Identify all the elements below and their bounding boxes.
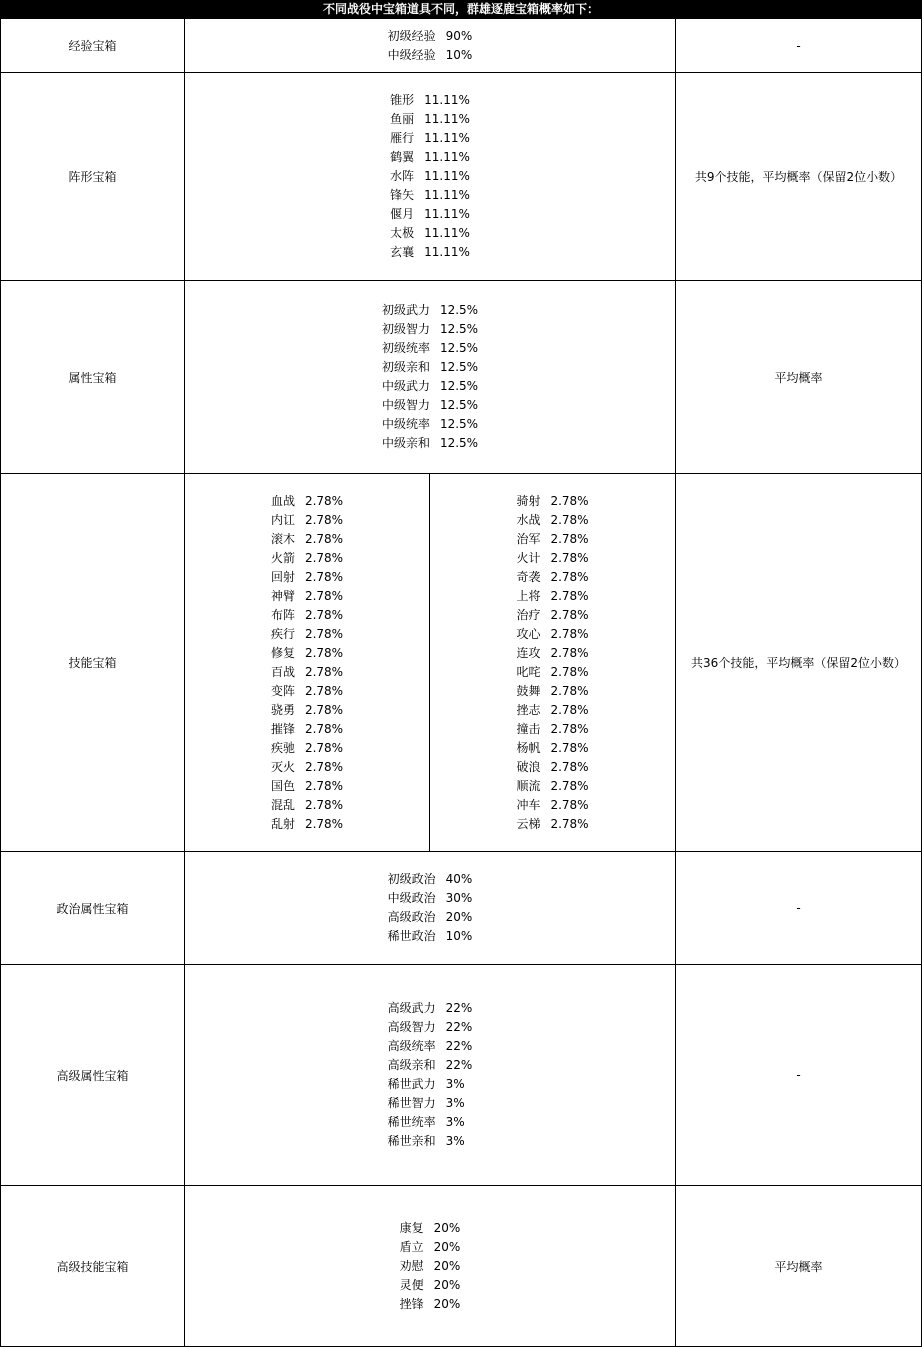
item-name: 锥形	[390, 93, 415, 107]
item-list	[271, 492, 343, 834]
item-probability: 22%	[445, 1039, 473, 1053]
chest-note: -	[675, 965, 922, 1185]
list-item	[382, 434, 478, 453]
list-item	[388, 870, 473, 889]
chest-items	[185, 281, 675, 473]
item-probability: 12.5%	[439, 417, 479, 431]
item-probability: 2.78%	[550, 588, 589, 603]
item-probability: 20%	[445, 910, 473, 924]
list-item	[390, 167, 470, 186]
item-name: 锋矢	[390, 188, 415, 202]
item-probability: 2.78%	[304, 702, 344, 717]
item-name: 初级统率	[381, 341, 430, 355]
item-probability: 12.5%	[439, 322, 479, 336]
list-item	[516, 720, 588, 739]
item-name: 杨帆	[516, 740, 541, 755]
item-name: 高级亲和	[387, 1058, 436, 1072]
list-item	[400, 1295, 461, 1314]
item-probability: 2.78%	[550, 721, 589, 736]
chest-note: 共9个技能，平均概率（保留2位小数）	[675, 73, 922, 280]
item-probability: 2.78%	[304, 816, 344, 831]
item-probability: 2.78%	[304, 626, 344, 641]
item-list	[388, 27, 473, 65]
list-item	[390, 110, 470, 129]
list-item	[271, 777, 343, 796]
item-probability: 2.78%	[304, 645, 344, 660]
chest-items-left	[185, 474, 430, 851]
item-name: 布阵	[270, 607, 295, 622]
item-name: 变阵	[270, 683, 295, 698]
item-probability: 2.78%	[304, 607, 344, 622]
item-name: 挫锋	[399, 1296, 424, 1311]
list-item	[400, 1219, 461, 1238]
chest-items	[185, 1186, 675, 1346]
chest-note: 共36个技能，平均概率（保留2位小数）	[675, 474, 922, 851]
item-name: 国色	[270, 778, 295, 793]
item-name: 劝慰	[399, 1258, 424, 1273]
list-item	[271, 587, 343, 606]
item-probability: 2.78%	[304, 493, 344, 508]
list-item	[400, 1276, 461, 1295]
list-item	[390, 243, 470, 262]
list-item	[516, 758, 588, 777]
item-probability: 12.5%	[439, 303, 479, 317]
item-name: 奇袭	[516, 569, 541, 584]
item-name: 初级武力	[381, 303, 430, 317]
item-name: 鹤翼	[390, 150, 415, 164]
list-item	[516, 568, 588, 587]
item-name: 顺流	[516, 778, 541, 793]
list-item	[388, 46, 473, 65]
item-name: 初级亲和	[381, 360, 430, 374]
list-item	[516, 739, 588, 758]
list-item	[516, 625, 588, 644]
item-name: 骁勇	[270, 702, 295, 717]
item-name: 修复	[270, 645, 295, 660]
table-row	[0, 965, 922, 1186]
item-name: 冲车	[516, 797, 541, 812]
item-probability: 2.78%	[304, 683, 344, 698]
list-item	[271, 644, 343, 663]
item-probability: 12.5%	[439, 360, 479, 374]
list-item	[271, 492, 343, 511]
item-list	[388, 999, 473, 1151]
item-name: 初级政治	[387, 872, 436, 886]
item-name: 鱼丽	[390, 112, 415, 126]
item-name: 康复	[399, 1220, 424, 1235]
list-item	[271, 511, 343, 530]
item-probability: 2.78%	[304, 531, 344, 546]
item-probability: 2.78%	[304, 721, 344, 736]
item-probability: 22%	[445, 1058, 473, 1072]
chest-items	[185, 852, 675, 964]
item-probability: 10%	[445, 47, 473, 62]
item-probability: 11.11%	[424, 207, 470, 221]
list-item	[271, 606, 343, 625]
item-probability: 2.78%	[550, 531, 589, 546]
list-item	[382, 377, 478, 396]
chest-items	[185, 19, 675, 72]
table-row	[0, 852, 922, 965]
item-name: 滚木	[270, 531, 295, 546]
list-item	[271, 701, 343, 720]
chest-note: -	[675, 852, 922, 964]
item-name: 内讧	[270, 512, 295, 527]
list-item	[271, 663, 343, 682]
list-item	[271, 682, 343, 701]
item-probability: 11.11%	[424, 226, 470, 240]
item-name: 灵便	[399, 1277, 424, 1292]
list-item	[516, 606, 588, 625]
chest-name: 属性宝箱	[0, 281, 185, 473]
list-item	[390, 186, 470, 205]
item-probability: 2.78%	[304, 778, 344, 793]
chest-name: 阵形宝箱	[0, 73, 185, 280]
item-probability: 11.11%	[424, 150, 470, 164]
list-item	[390, 205, 470, 224]
item-name: 雁行	[390, 131, 415, 145]
item-name: 云梯	[516, 816, 541, 831]
item-name: 稀世统率	[387, 1115, 436, 1129]
list-item	[516, 587, 588, 606]
list-item	[382, 396, 478, 415]
list-item	[271, 739, 343, 758]
list-item	[388, 908, 473, 927]
item-probability: 11.11%	[424, 245, 470, 259]
list-item	[516, 796, 588, 815]
item-probability: 30%	[445, 891, 473, 905]
item-list	[388, 870, 473, 946]
list-item	[271, 625, 343, 644]
item-name: 破浪	[516, 759, 541, 774]
list-item	[516, 530, 588, 549]
chest-name: 高级技能宝箱	[0, 1186, 185, 1346]
list-item	[516, 492, 588, 511]
item-name: 鼓舞	[516, 683, 541, 698]
item-name: 灭火	[270, 759, 295, 774]
item-probability: 2.78%	[304, 740, 344, 755]
list-item	[271, 549, 343, 568]
item-name: 初级经验	[387, 28, 436, 43]
list-item	[516, 815, 588, 834]
item-name: 治疗	[516, 607, 541, 622]
item-probability: 2.78%	[304, 550, 344, 565]
list-item	[382, 415, 478, 434]
item-probability: 90%	[445, 28, 473, 43]
item-list	[382, 301, 478, 453]
item-probability: 11.11%	[424, 169, 470, 183]
list-item	[516, 663, 588, 682]
list-item	[388, 1113, 473, 1132]
item-probability: 2.78%	[550, 797, 589, 812]
item-probability: 12.5%	[439, 436, 479, 450]
list-item	[271, 530, 343, 549]
item-probability: 2.78%	[550, 493, 589, 508]
item-name: 火箭	[270, 550, 295, 565]
item-name: 水战	[516, 512, 541, 527]
item-name: 中级政治	[387, 891, 436, 905]
item-probability: 2.78%	[550, 683, 589, 698]
list-item	[388, 999, 473, 1018]
item-name: 连攻	[516, 645, 541, 660]
chest-note: 平均概率	[675, 281, 922, 473]
chest-items	[185, 73, 675, 280]
item-probability: 22%	[445, 1020, 473, 1034]
item-probability: 2.78%	[550, 512, 589, 527]
item-name: 疾驰	[270, 740, 295, 755]
item-name: 中级亲和	[381, 436, 430, 450]
item-name: 稀世武力	[387, 1077, 436, 1091]
item-name: 中级统率	[381, 417, 430, 431]
table-title: 不同战役中宝箱道具不同，群雄逐鹿宝箱概率如下：	[0, 0, 922, 19]
list-item	[516, 511, 588, 530]
item-name: 攻心	[516, 626, 541, 641]
list-item	[400, 1238, 461, 1257]
list-item	[382, 339, 478, 358]
item-name: 水阵	[390, 169, 415, 183]
item-name: 火计	[516, 550, 541, 565]
list-item	[400, 1257, 461, 1276]
item-name: 回射	[270, 569, 295, 584]
table-row	[0, 281, 922, 474]
table-row	[0, 73, 922, 281]
list-item	[388, 1018, 473, 1037]
item-probability: 2.78%	[304, 512, 344, 527]
list-item	[271, 796, 343, 815]
item-probability: 2.78%	[550, 778, 589, 793]
list-item	[388, 1056, 473, 1075]
chest-note: 平均概率	[675, 1186, 922, 1346]
item-name: 盾立	[399, 1239, 424, 1254]
list-item	[516, 549, 588, 568]
item-name: 高级统率	[387, 1039, 436, 1053]
item-probability: 2.78%	[550, 645, 589, 660]
item-name: 神臂	[270, 588, 295, 603]
item-probability: 11.11%	[424, 131, 470, 145]
list-item	[388, 1075, 473, 1094]
item-probability: 11.11%	[424, 188, 470, 202]
list-item	[388, 927, 473, 946]
item-probability: 20%	[433, 1277, 461, 1292]
item-probability: 20%	[433, 1258, 461, 1273]
item-name: 高级武力	[387, 1001, 436, 1015]
item-probability: 2.78%	[550, 626, 589, 641]
chest-name: 高级属性宝箱	[0, 965, 185, 1185]
item-probability: 2.78%	[550, 759, 589, 774]
item-name: 偃月	[390, 207, 415, 221]
item-probability: 20%	[433, 1220, 461, 1235]
list-item	[271, 568, 343, 587]
item-probability: 2.78%	[550, 664, 589, 679]
table-row	[0, 19, 922, 73]
item-name: 高级政治	[387, 910, 436, 924]
item-probability: 20%	[433, 1296, 461, 1311]
table-row	[0, 474, 922, 852]
item-name: 高级智力	[387, 1020, 436, 1034]
item-name: 撞击	[516, 721, 541, 736]
table-row	[0, 1186, 922, 1347]
item-list	[516, 492, 588, 834]
list-item	[390, 148, 470, 167]
item-probability: 11.11%	[424, 93, 470, 107]
item-name: 疾行	[270, 626, 295, 641]
item-probability: 2.78%	[550, 740, 589, 755]
item-probability: 12.5%	[439, 379, 479, 393]
item-name: 稀世政治	[387, 929, 436, 943]
item-probability: 2.78%	[550, 702, 589, 717]
item-name: 中级武力	[381, 379, 430, 393]
item-probability: 11.11%	[424, 112, 470, 126]
item-probability: 2.78%	[304, 797, 344, 812]
item-probability: 2.78%	[304, 569, 344, 584]
list-item	[271, 720, 343, 739]
item-name: 乱射	[270, 816, 295, 831]
list-item	[271, 758, 343, 777]
item-name: 稀世智力	[387, 1096, 436, 1110]
chest-items	[185, 965, 675, 1185]
list-item	[390, 129, 470, 148]
list-item	[516, 644, 588, 663]
item-probability: 2.78%	[304, 759, 344, 774]
item-probability: 2.78%	[550, 816, 589, 831]
item-name: 百战	[270, 664, 295, 679]
item-probability: 2.78%	[550, 607, 589, 622]
item-name: 中级智力	[381, 398, 430, 412]
item-probability: 12.5%	[439, 341, 479, 355]
item-name: 治军	[516, 531, 541, 546]
list-item	[382, 358, 478, 377]
item-probability: 12.5%	[439, 398, 479, 412]
item-probability: 20%	[433, 1239, 461, 1254]
list-item	[516, 777, 588, 796]
item-name: 稀世亲和	[387, 1134, 436, 1148]
list-item	[388, 1037, 473, 1056]
chest-name: 经验宝箱	[0, 19, 185, 72]
list-item	[382, 301, 478, 320]
list-item	[388, 27, 473, 46]
item-list	[390, 91, 470, 262]
item-probability: 3%	[445, 1096, 465, 1110]
item-name: 骑射	[516, 493, 541, 508]
chest-name: 政治属性宝箱	[0, 852, 185, 964]
item-name: 挫志	[516, 702, 541, 717]
item-probability: 2.78%	[304, 588, 344, 603]
item-name: 摧锋	[270, 721, 295, 736]
item-name: 上将	[516, 588, 541, 603]
item-probability: 2.78%	[304, 664, 344, 679]
chest-name: 技能宝箱	[0, 474, 185, 851]
chest-items-right	[430, 474, 675, 851]
item-probability: 3%	[445, 1077, 465, 1091]
item-probability: 40%	[445, 872, 473, 886]
item-name: 太极	[390, 226, 415, 240]
item-probability: 2.78%	[550, 569, 589, 584]
item-probability: 2.78%	[550, 550, 589, 565]
item-name: 混乱	[270, 797, 295, 812]
item-name: 玄襄	[390, 245, 415, 259]
list-item	[388, 1094, 473, 1113]
list-item	[390, 224, 470, 243]
item-name: 血战	[270, 493, 295, 508]
item-list	[400, 1219, 461, 1314]
item-probability: 22%	[445, 1001, 473, 1015]
list-item	[516, 701, 588, 720]
list-item	[390, 91, 470, 110]
list-item	[516, 682, 588, 701]
item-probability: 10%	[445, 929, 473, 943]
list-item	[382, 320, 478, 339]
list-item	[271, 815, 343, 834]
item-probability: 3%	[445, 1115, 465, 1129]
chest-note: -	[675, 19, 922, 72]
item-name: 初级智力	[381, 322, 430, 336]
list-item	[388, 889, 473, 908]
item-name: 叱咤	[516, 664, 541, 679]
item-name: 中级经验	[387, 47, 436, 62]
item-probability: 3%	[445, 1134, 465, 1148]
list-item	[388, 1132, 473, 1151]
